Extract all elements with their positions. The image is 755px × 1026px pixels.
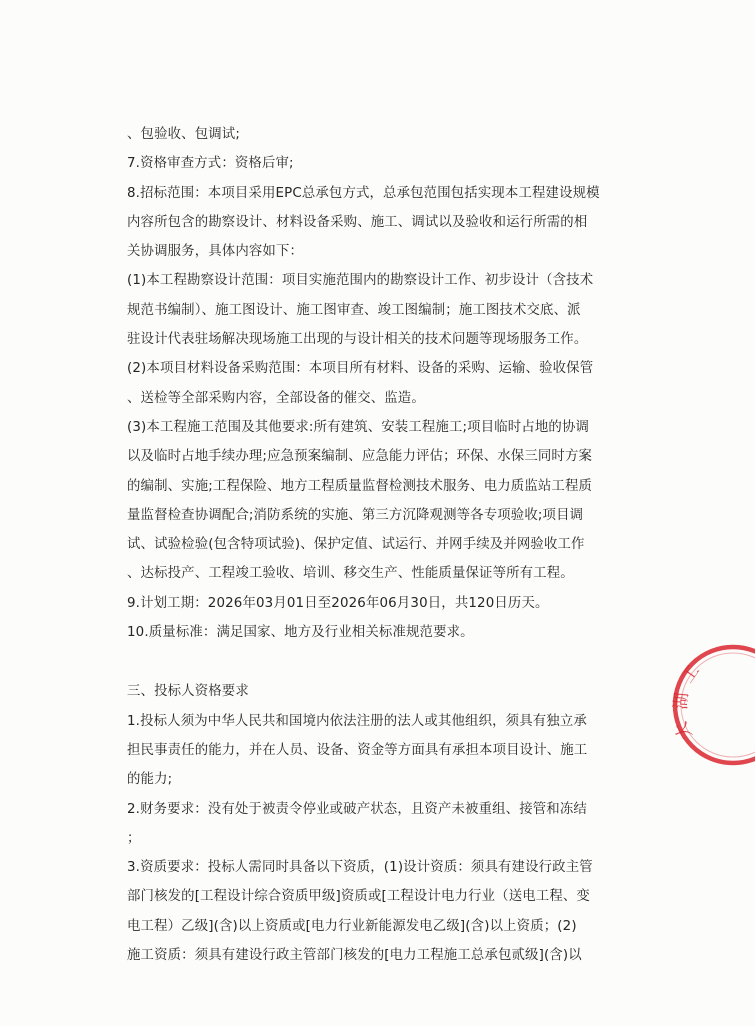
text-line: 7.资格审查方式：资格后审; xyxy=(127,156,294,172)
seal-char: 湖 xyxy=(671,691,693,711)
text-line: 的编制、实施;工程保险、地方工程质量监督检测技术服务、电力质监站工程质 xyxy=(127,478,593,494)
text-line: 3.资质要求：投标人需同时具备以下资质，(1)设计资质：须具有建设行政主管 xyxy=(127,860,593,876)
text-line: 、达标投产、工程竣工验收、培训、移交生产、性能质量保证等所有工程。 xyxy=(127,566,574,582)
text-line: 1.投标人须为中华人民共和国境内依法注册的法人或其他组织，须具有独立承 xyxy=(127,713,587,729)
section-heading: 三、投标人资格要求 xyxy=(127,684,249,700)
text-line: 规范书编制）、施工图设计、施工图审查、竣工图编制；施工图技术交底、派 xyxy=(127,302,581,318)
text-line: (2)本项目材料设备采购范围：本项目所有材料、设备的采购、运输、验收保管 xyxy=(127,361,594,377)
text-line: 以及临时占地手续办理;应急预案编制、应急能力评估；环保、水保三同时方案 xyxy=(127,449,593,465)
text-line: 电工程）乙级](含)以上资质或[电力行业新能源发电乙级](含)以上资质；(2) xyxy=(127,918,577,934)
text-line: 、送检等全部采购内容，全部设备的催交、监造。 xyxy=(127,390,425,406)
text-line: 部门核发的[工程设计综合资质甲级]资质或[工程设计电力行业（送电工程、变 xyxy=(127,889,590,905)
text-line: 关协调服务，具体内容如下： xyxy=(127,244,304,260)
text-line: (1)本工程勘察设计范围：项目实施范围内的勘察设计工作、初步设计（含技术 xyxy=(127,273,594,289)
seal-char: 工 xyxy=(677,661,704,687)
seal-char: 大 xyxy=(671,718,697,743)
text-line: 内容所包含的勘察设计、材料设备采购、施工、调试以及验收和运行所需的相 xyxy=(127,214,588,230)
document-body xyxy=(127,120,647,970)
text-line: 、包验收、包调试; xyxy=(127,127,240,142)
text-line: 试、试验检验(包含特项试验)、保护定值、试运行、并网手续及并网验收工作 xyxy=(127,537,585,553)
text-line: 8.招标范围：本项目采用EPC总承包方式，总承包范围包括实现本工程建设规模 xyxy=(127,185,600,201)
text-line: 担民事责任的能力，并在人员、设备、资金等方面具有承担本项目设计、施工 xyxy=(127,742,588,758)
text-line: 驻设计代表驻场解决现场施工出现的与设计相关的技术问题等现场服务工作。 xyxy=(127,332,588,348)
text-line: 2.财务要求：没有处于被责令停业或破产状态，且资产未被重组、接管和冻结 xyxy=(127,801,587,817)
text-line: 的能力; xyxy=(127,772,173,788)
text-line: 10.质量标准：满足国家、地方及行业相关标准规范要求。 xyxy=(127,625,474,641)
text-line: (3)本工程施工范围及其他要求:所有建筑、安装工程施工;项目临时占地的协调 xyxy=(127,419,590,435)
text-line: ； xyxy=(127,830,141,846)
blank-line xyxy=(127,647,647,677)
text-line: 施工资质：须具有建设行政主管部门核发的[电力工程施工总承包贰级](含)以 xyxy=(127,948,582,964)
official-seal xyxy=(668,640,755,770)
text-line: 9.计划工期：2026年03月01日至2026年06月30日，共120日历天。 xyxy=(127,595,549,611)
seal-graphic xyxy=(668,640,755,770)
text-line: 量监督检查协调配合;消防系统的实施、第三方沉降观测等各专项验收;项目调 xyxy=(127,507,584,523)
